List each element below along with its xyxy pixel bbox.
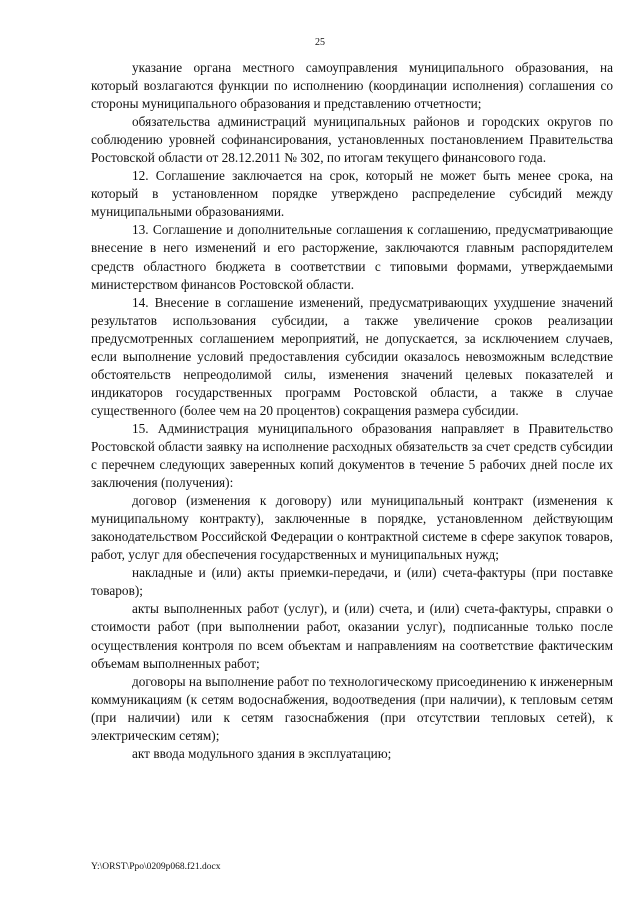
paragraph-15-application: 15. Администрация муниципального образования направляет в Правительство Ростовской области заявку на исполнение расходных обязательств за счет средств субсидии с перечнем следующих заверенных копий документов в течение 5 рабочих дней после их заключения (получения): bbox=[91, 420, 613, 491]
list-item-invoices: накладные и (или) акты приемки-передачи, и (или) счета-фактуры (при поставке товаров); bbox=[91, 565, 613, 599]
paragraph-order-body: указание органа местного самоуправления муниципального образования, на который возлагаются функции по исполнению (координации исполнения) соглашения со стороны муниципального образования и представлению отчетности; bbox=[91, 60, 613, 112]
paragraph-cofinancing-obligations: обязательства администраций муниципальных районов и городских округов по соблюдению уровней софинансирования, установленных постановлением Правительства Ростовской области от 28.12.2011 № 302, по итогам текущего финансового года. bbox=[91, 114, 613, 166]
list-item-commissioning-act: акт ввода модульного здания в эксплуатацию; bbox=[132, 745, 392, 761]
document-body bbox=[91, 59, 613, 763]
list-item-connection-contracts: договоры на выполнение работ по технологическому присоединению к инженерным коммуникациям (к сетям водоснабжения, водоотведения (при наличии), к тепловым сетям (при наличии) или к сетям газоснабжения (при отсутствии тепловых сетей), к электрическим сетям); bbox=[91, 673, 613, 743]
paragraph-14-amendments: 14. Внесение в соглашение изменений, предусматривающих ухудшение значений результатов использования субсидии, а также увеличение сроков реализации предусмотренных соглашением мероприятий, не допускается, за исключением случаев, если выполнение условий предоставления субсидии оказалось невозможным вследствие обстоятельств непреодолимой силы, изменения значений целевых показателей и индикаторов государственных программ Ростовской области, а также в случае существенного (более чем на 20 процентов) сокращения размера субсидии. bbox=[91, 294, 613, 418]
paragraph-13-additional-agreements: 13. Соглашение и дополнительные соглашения к соглашению, предусматривающие внесение в него изменений и его расторжение, заключаются главным распорядителем средств областного бюджета в соответствии с типовыми формами, утверждаемыми министерством финансов Ростовской области. bbox=[91, 222, 613, 292]
footer-file-path: Y:\ORST\Ppo\0209p068.f21.docx bbox=[91, 862, 221, 872]
page-number: 25 bbox=[315, 37, 325, 48]
list-item-work-acts: акты выполненных работ (услуг), и (или) счета, и (или) счета-фактуры, справки о стоимости работ (при выполнении работ, оказании услуг), подписанные только после осуществления контроля по всем объектам и направлениям на соответствие фактическим объемам выполненных работ; bbox=[91, 601, 613, 671]
list-item-contract: договор (изменения к договору) или муниципальный контракт (изменения к муниципальному контракту), заключенные в порядке, установленном действующим законодательством Российской Федерации о контрактной системе в сфере закупок товаров, работ, услуг для обеспечения государственных и муниципальных нужд; bbox=[91, 493, 613, 563]
paragraph-12-agreement-term: 12. Соглашение заключается на срок, который не может быть менее срока, на который в установленном порядке утверждено распределение субсидий между муниципальными образованиями. bbox=[91, 168, 613, 220]
